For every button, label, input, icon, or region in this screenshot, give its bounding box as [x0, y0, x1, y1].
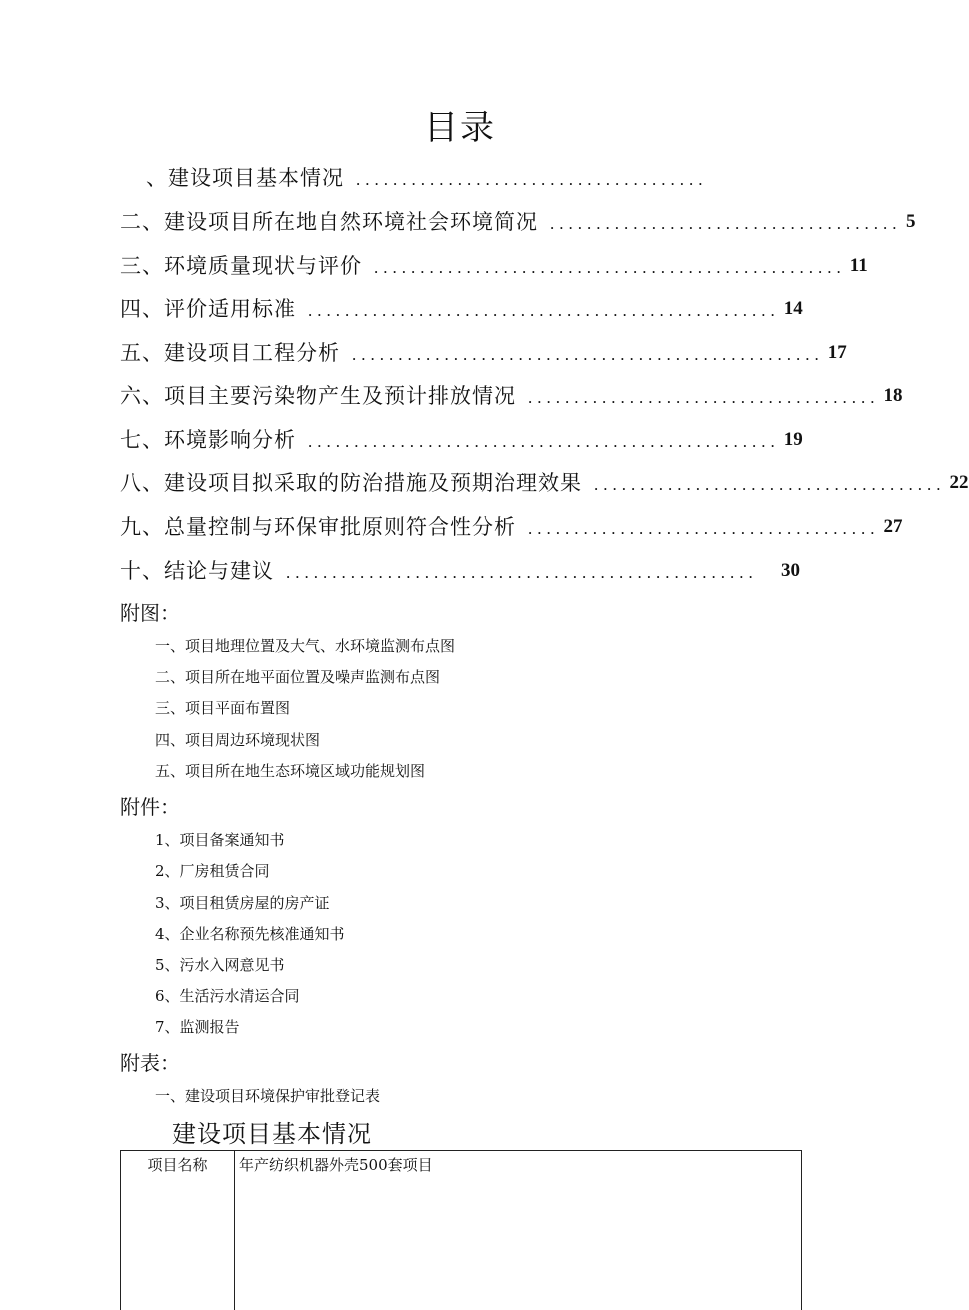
toc-entry[interactable]: [120, 467, 969, 499]
toc-page-number: 18: [883, 385, 903, 406]
figure-item[interactable]: 五、项目所在地生态环境区域功能规划图: [155, 762, 426, 780]
attachment-item[interactable]: 7、监测报告: [155, 1018, 240, 1036]
toc-leader: ......................................: [550, 214, 902, 233]
project-info-table: [120, 1150, 802, 1310]
toc-entry[interactable]: [120, 424, 803, 456]
toc-leader: ...................................................: [308, 301, 780, 320]
toc-entry-label: 八、建设项目拟采取的防治措施及预期治理效果: [120, 471, 582, 495]
table-list-item[interactable]: 一、建设项目环境保护审批登记表: [155, 1087, 381, 1105]
toc-entry-label: 、建设项目基本情况: [146, 166, 344, 190]
figure-item[interactable]: 四、项目周边环境现状图: [155, 731, 321, 749]
toc-entry[interactable]: [120, 293, 803, 325]
toc-entry[interactable]: [120, 250, 868, 282]
toc-entry-label: 九、总量控制与环保审批原则符合性分析: [120, 515, 516, 539]
toc-entry[interactable]: [120, 555, 800, 587]
attachment-item[interactable]: 5、污水入网意见书: [155, 956, 285, 974]
figure-item[interactable]: 三、项目平面布置图: [155, 699, 291, 717]
tables-heading: 附表：: [120, 1051, 180, 1075]
toc-leader: ......................................: [594, 475, 946, 494]
toc-entry[interactable]: [120, 380, 903, 412]
toc-page-number: 11: [849, 255, 868, 276]
toc-entry[interactable]: [120, 337, 847, 369]
toc-leader: ......................................: [528, 519, 880, 538]
toc-page-number: 22: [949, 472, 969, 493]
toc-entry-label: 十、结论与建议: [120, 559, 274, 583]
figure-item[interactable]: 二、项目所在地平面位置及噪声监测布点图: [155, 668, 441, 686]
figure-item[interactable]: 一、项目地理位置及大气、水环境监测布点图: [155, 637, 456, 655]
basic-info-title: 建设项目基本情况: [172, 1120, 372, 1148]
toc-entry-label: 六、项目主要污染物产生及预计排放情况: [120, 384, 516, 408]
figures-heading: 附图：: [120, 601, 180, 625]
attachments-heading: 附件：: [120, 795, 180, 819]
toc-page-number: 19: [783, 429, 803, 450]
toc-entry[interactable]: [146, 162, 768, 194]
attachment-item[interactable]: 2、厂房租赁合同: [155, 862, 270, 880]
toc-entry-label: 三、环境质量现状与评价: [120, 254, 362, 278]
toc-entry-label: 二、建设项目所在地自然环境社会环境简况: [120, 210, 538, 234]
toc-entry-label: 四、评价适用标准: [120, 297, 296, 321]
toc-entry-label: 五、建设项目工程分析: [120, 341, 340, 365]
toc-page-number: 30: [781, 560, 800, 581]
toc-leader: ...................................................: [286, 563, 758, 582]
toc-leader: ...................................................: [352, 345, 824, 364]
toc-entry[interactable]: [120, 206, 916, 238]
toc-leader: ......................................: [356, 170, 708, 189]
attachment-item[interactable]: 4、企业名称预先核准通知书: [155, 925, 345, 943]
toc-leader: ...................................................: [374, 258, 846, 277]
toc-leader: ......................................: [528, 388, 880, 407]
project-name-value: 年产纺织机器外壳500套项目: [239, 1156, 433, 1174]
toc-leader: ...................................................: [308, 432, 780, 451]
attachment-item[interactable]: 3、项目租赁房屋的房产证: [155, 894, 330, 912]
project-name-label: 项目名称: [121, 1151, 235, 1310]
toc-entry-label: 七、环境影响分析: [120, 428, 296, 452]
toc-page-number: 5: [906, 211, 916, 232]
attachment-item[interactable]: 6、生活污水清运合同: [155, 987, 300, 1005]
toc-page-number: 27: [883, 516, 903, 537]
toc-page-number: 14: [783, 298, 803, 319]
attachment-item[interactable]: 1、项目备案通知书: [155, 831, 285, 849]
toc-page-number: 17: [827, 342, 847, 363]
toc-entry[interactable]: [120, 511, 903, 543]
toc-title: 目录: [424, 108, 496, 148]
